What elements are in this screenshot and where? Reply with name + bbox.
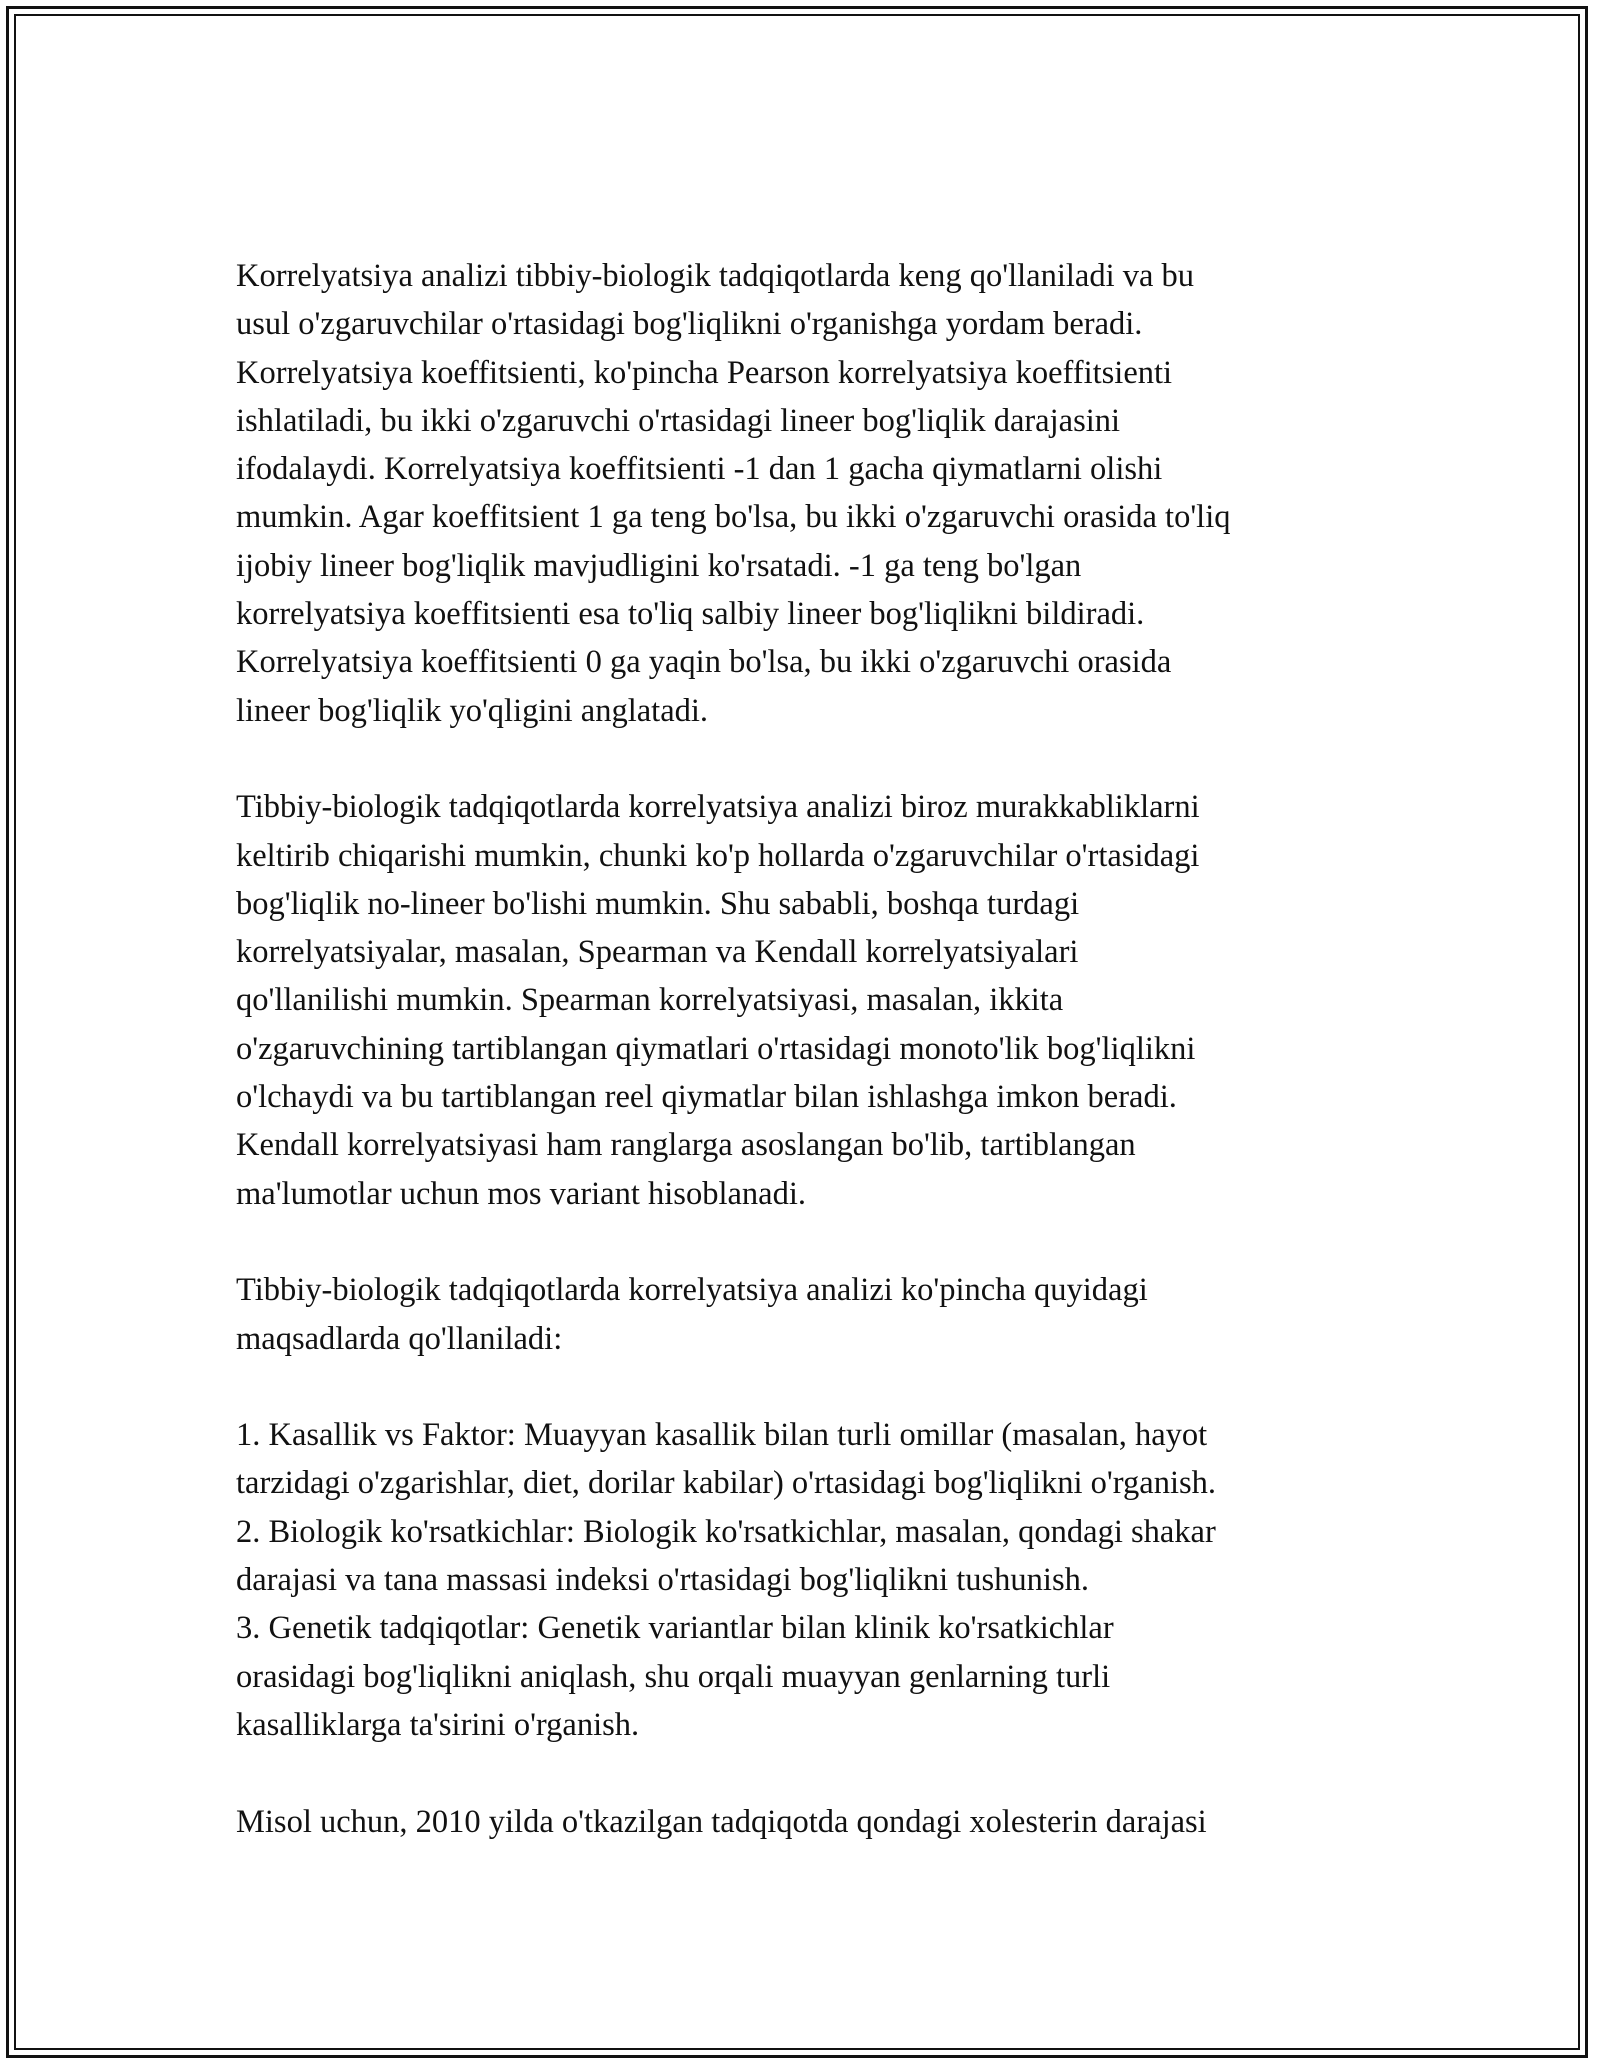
text-line: darajasi va tana massasi indeksi o'rtasidagi bog'liqlikni tushunish. [236, 1562, 1089, 1599]
text-line: Korrelyatsiya koeffitsienti, ko'pincha Pearson korrelyatsiya koeffitsienti [236, 354, 1173, 391]
text-line: ifodalaydi. Korrelyatsiya koeffitsienti -1 dan 1 gacha qiymatlarni olishi [236, 451, 1163, 488]
text-line: bog'liqlik no-lineer bo'lishi mumkin. Shu sababli, boshqa turdagi [236, 885, 1080, 922]
paragraph [236, 1411, 1366, 1749]
text-line: qo'llanilishi mumkin. Spearman korrelyatsiyasi, masalan, ikkita [236, 982, 1064, 1019]
text-line: Tibbiy-biologik tadqiqotlarda korrelyatsiya analizi ko'pincha quyidagi [236, 1272, 1148, 1309]
text-line: 3. Genetik tadqiqotlar: Genetik variantlar bilan klinik ko'rsatkichlar [236, 1610, 1114, 1647]
text-line: Tibbiy-biologik tadqiqotlarda korrelyatsiya analizi biroz murakkabliklarni [236, 789, 1200, 826]
text-line: orasidagi bog'liqlikni aniqlash, shu orqali muayyan genlarning turli [236, 1658, 1111, 1695]
text-line: korrelyatsiyalar, masalan, Spearman va Kendall korrelyatsiyalari [236, 934, 1079, 971]
text-line: tarzidagi o'zgarishlar, diet, dorilar kabilar) o'rtasidagi bog'liqlikni o'rganish. [236, 1465, 1216, 1502]
text-line: 1. Kasallik vs Faktor: Muayyan kasallik bilan turli omillar (masalan, hayot [236, 1417, 1208, 1454]
text-line: ma'lumotlar uchun mos variant hisoblanadi. [236, 1175, 806, 1212]
paragraph-spacer [236, 1749, 1366, 1797]
text-line: lineer bog'liqlik yo'qligini anglatadi. [236, 692, 709, 729]
paragraph [236, 783, 1366, 1218]
paragraph-spacer [236, 1363, 1366, 1411]
paragraph-spacer [236, 1218, 1366, 1266]
text-line: 2. Biologik ko'rsatkichlar: Biologik ko'rsatkichlar, masalan, qondagi shakar [236, 1513, 1216, 1550]
text-line: usul o'zgaruvchilar o'rtasidagi bog'liqlikni o'rganishga yordam beradi. [236, 306, 1143, 343]
text-line: Kendall korrelyatsiyasi ham ranglarga asoslangan bo'lib, tartiblangan [236, 1127, 1136, 1164]
paragraph [236, 252, 1366, 735]
text-line: ijobiy lineer bog'liqlik mavjudligini ko'rsatadi. -1 ga teng bo'lgan [236, 547, 1082, 584]
text-line: Korrelyatsiya analizi tibbiy-biologik tadqiqotlarda keng qo'llaniladi va bu [236, 258, 1195, 294]
text-line: Misol uchun, 2010 yilda o'tkazilgan tadqiqotda qondagi xolesterin darajasi [236, 1803, 1207, 1840]
paragraph [236, 1266, 1366, 1363]
document-body [236, 252, 1366, 1846]
text-line: korrelyatsiya koeffitsienti esa to'liq salbiy lineer bog'liqlikni bildiradi. [236, 596, 1145, 633]
text-line: keltirib chiqarishi mumkin, chunki ko'p hollarda o'zgaruvchilar o'rtasidagi [236, 837, 1200, 874]
text-line: ishlatiladi, bu ikki o'zgaruvchi o'rtasidagi lineer bog'liqlik darajasini [236, 402, 1121, 439]
text-line: o'lchaydi va bu tartiblangan reel qiymatlar bilan ishlashga imkon beradi. [236, 1079, 1177, 1116]
text-line: maqsadlarda qo'llaniladi: [236, 1320, 563, 1357]
paragraph-spacer [236, 735, 1366, 783]
paragraph [236, 1798, 1366, 1846]
text-line: kasalliklarga ta'sirini o'rganish. [236, 1706, 640, 1743]
text-line: Korrelyatsiya koeffitsienti 0 ga yaqin bo'lsa, bu ikki o'zgaruvchi orasida [236, 644, 1172, 681]
text-line: mumkin. Agar koeffitsient 1 ga teng bo'lsa, bu ikki o'zgaruvchi orasida to'liq [236, 499, 1231, 536]
text-line: o'zgaruvchining tartiblangan qiymatlari o'rtasidagi monoto'lik bog'liqlikni [236, 1030, 1196, 1067]
